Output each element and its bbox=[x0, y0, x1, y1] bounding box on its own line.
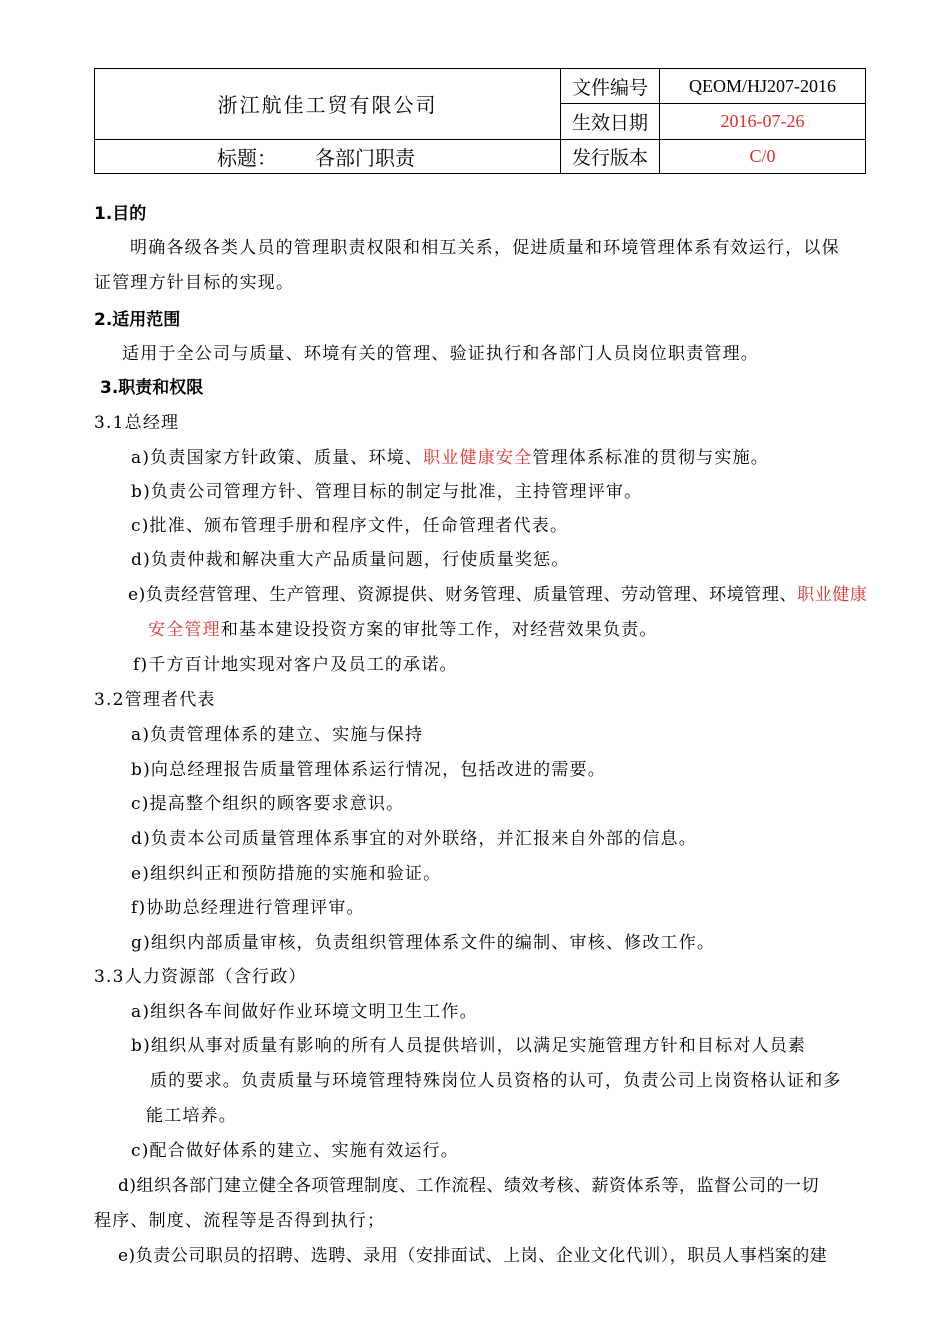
title-cell bbox=[95, 139, 561, 173]
item-3-3-b-cont-1: 质的要求。负责质量与环境管理特殊岗位人员资格的认可，负责公司上岗资格认证和多 bbox=[150, 1071, 842, 1091]
version-label: 发行版本 bbox=[561, 139, 660, 173]
item-3-2-g: g)组织内部质量审核，负责组织管理体系文件的编制、审核、修改工作。 bbox=[131, 933, 716, 953]
item-3-1-d: d)负责仲裁和解决重大产品质量问题，行使质量奖惩。 bbox=[131, 550, 570, 570]
title-label: 标题： bbox=[217, 145, 277, 170]
section-1-text-2: 证管理方针目标的实现。 bbox=[94, 273, 295, 293]
section-1-heading: 1.目的 bbox=[94, 204, 147, 224]
item-3-3-d: d)组织各部门建立健全各项管理制度、工作流程、绩效考核、薪资体系等，监督公司的一切 bbox=[118, 1176, 820, 1196]
item-3-2-a: a)负责管理体系的建立、实施与保持 bbox=[131, 725, 424, 745]
section-2-heading: 2.适用范围 bbox=[94, 310, 181, 330]
document-header-table bbox=[94, 68, 866, 174]
item-3-3-b-cont-2: 能工培养。 bbox=[146, 1106, 237, 1126]
item-3-1-a: a)负责国家方针政策、质量、环境、职业健康安全管理体系标准的贯彻与实施。 bbox=[131, 448, 769, 468]
item-3-1-c: c)批准、颁布管理手册和程序文件，任命管理者代表。 bbox=[131, 516, 569, 536]
item-3-3-e: e)负责公司职员的招聘、选聘、录用（安排面试、上岗、企业文化代训），职员人事档案的建 bbox=[118, 1246, 828, 1266]
item-3-3-c: c)配合做好体系的建立、实施有效运行。 bbox=[131, 1141, 459, 1161]
item-3-1-e-cont: 安全管理和基本建设投资方案的审批等工作，对经营效果负责。 bbox=[148, 620, 658, 640]
item-3-1-b: b)负责公司管理方针、管理目标的制定与批准，主持管理评审。 bbox=[131, 482, 643, 502]
item-3-1-f: f)千方百计地实现对客户及员工的承诺。 bbox=[133, 655, 458, 675]
version: C/0 bbox=[660, 139, 866, 173]
item-3-2-b: b)向总经理报告质量管理体系运行情况，包括改进的需要。 bbox=[131, 760, 606, 780]
item-3-3-d-cont: 程序、制度、流程等是否得到执行； bbox=[94, 1211, 386, 1231]
section-3-2-heading: 3.2管理者代表 bbox=[94, 690, 216, 710]
item-3-1-e: e)负责经营管理、生产管理、资源提供、财务管理、质量管理、劳动管理、环境管理、职业健康 bbox=[128, 585, 868, 605]
document-title: 各部门职责 bbox=[315, 145, 415, 170]
item-3-2-d: d)负责本公司质量管理体系事宜的对外联络，并汇报来自外部的信息。 bbox=[131, 829, 697, 849]
item-3-2-c: c)提高整个组织的顾客要求意识。 bbox=[131, 794, 405, 814]
item-3-3-b: b)组织从事对质量有影响的所有人员提供培训，以满足实施管理方针和目标对人员素 bbox=[131, 1036, 807, 1056]
company-name: 浙江航佳工贸有限公司 bbox=[95, 69, 561, 140]
item-3-3-a: a)组织各车间做好作业环境文明卫生工作。 bbox=[131, 1002, 478, 1022]
doc-number: QEOM/HJ207-2016 bbox=[660, 69, 866, 104]
section-1-text-1: 明确各级各类人员的管理职责权限和相互关系，促进质量和环境管理体系有效运行，以保 bbox=[130, 238, 840, 258]
section-3-heading: 3.职责和权限 bbox=[100, 378, 204, 398]
section-3-1-heading: 3.1总经理 bbox=[94, 413, 180, 433]
doc-number-label: 文件编号 bbox=[561, 69, 660, 104]
effective-date-label: 生效日期 bbox=[561, 104, 660, 139]
section-2-text-1: 适用于全公司与质量、环境有关的管理、验证执行和各部门人员岗位职责管理。 bbox=[122, 344, 759, 364]
effective-date: 2016-07-26 bbox=[660, 104, 866, 139]
section-3-3-heading: 3.3人力资源部（含行政） bbox=[94, 967, 307, 987]
item-3-2-e: e)组织纠正和预防措施的实施和验证。 bbox=[131, 864, 442, 884]
item-3-2-f: f)协助总经理进行管理评审。 bbox=[131, 898, 365, 918]
